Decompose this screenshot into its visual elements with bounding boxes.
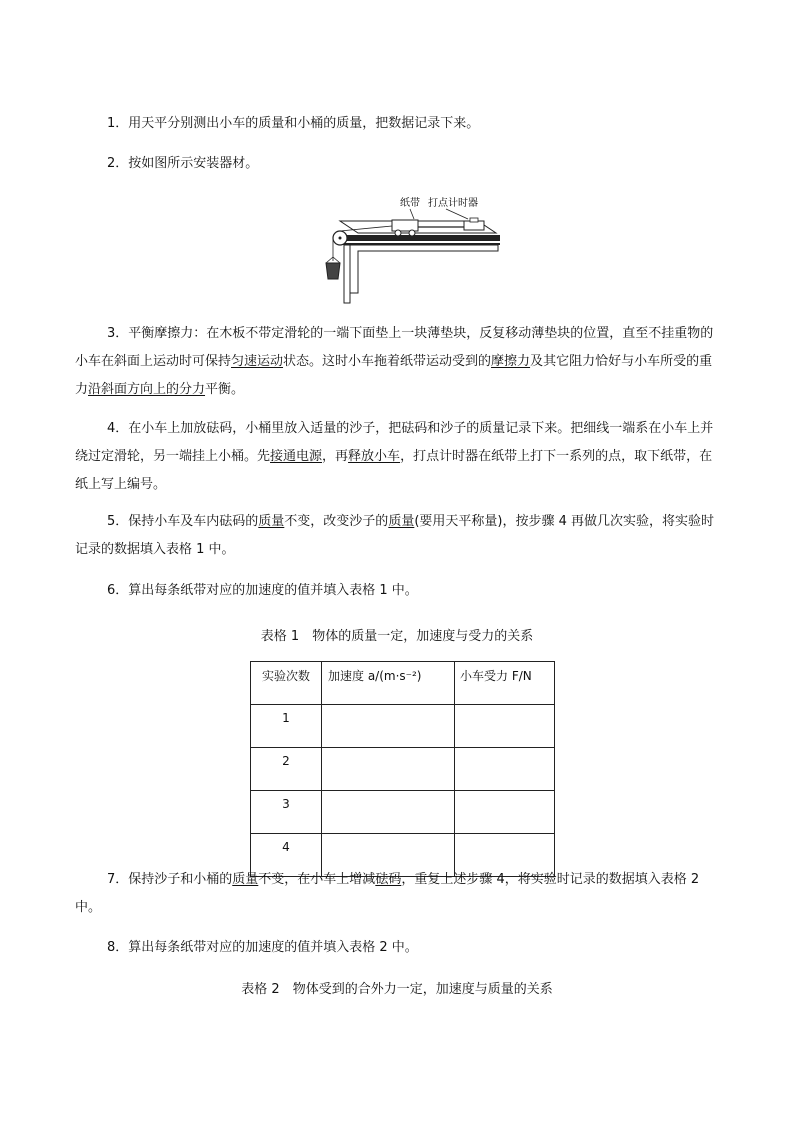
table-1-trial-4: 4: [251, 834, 322, 877]
step-3-answer-1: 匀速运动: [231, 354, 284, 369]
step-6-text: 6．算出每条纸带对应的加速度的值并填入表格 1 中。: [107, 583, 418, 598]
table-1-header-row: [251, 662, 555, 705]
step-3-text-a: 3．平衡摩擦力：在木板不带定滑轮的一端下面垫上一块薄垫块，反复移动薄垫块的位置，直至不挂重物的小车在斜面上运动时可保持: [75, 326, 714, 369]
table-row: [251, 791, 555, 834]
label-pointer-timer: [446, 209, 468, 219]
table-1-header-acceleration: 加速度 a/(m·s⁻²): [322, 662, 455, 705]
step-3-answer-2: 摩擦力: [491, 354, 531, 369]
timer-knob: [470, 218, 478, 222]
table-1-cell-a3[interactable]: [322, 791, 455, 834]
step-3-text-b: 状态。这时小车拖着纸带运动受到的: [283, 354, 492, 369]
table-1-trial-3: 3: [251, 791, 322, 834]
bucket: [326, 263, 340, 279]
table-row: [251, 705, 555, 748]
step-7-text-c: ，重复上述步骤 4，将实验时记录的数据填入表格 2 中。: [75, 872, 700, 915]
table-1-header-force: 小车受力 F/N: [455, 662, 555, 705]
table-1-trial-1: 1: [251, 705, 322, 748]
step-4-answer-2: 释放小车: [348, 449, 401, 464]
step-5-text-b: 不变，改变沙子的: [284, 514, 389, 529]
pulley-axle: [339, 237, 342, 240]
step-4-text-c: ，打点计时器在纸带上打下一系列的点，取下纸带，在纸上写上编号。: [75, 449, 713, 492]
cart-wheel-left: [395, 230, 401, 236]
step-5-text-a: 5．保持小车及车内砝码的: [107, 514, 259, 529]
table-1-header-trial: 实验次数: [251, 662, 322, 705]
board-front: [340, 235, 500, 241]
table-1-trial-2: 2: [251, 748, 322, 791]
table-1-cell-f1[interactable]: [455, 705, 555, 748]
cart: [392, 220, 418, 231]
step-8: [75, 934, 725, 962]
apparatus-figure: [318, 193, 504, 305]
step-4-answer-1: 接通电源: [270, 449, 323, 464]
step-7-text-b: 不变，在小车上增减: [258, 872, 376, 887]
step-1-text: 1．用天平分别测出小车的质量和小桶的质量，把数据记录下来。: [107, 116, 480, 131]
label-timer: 打点计时器: [428, 198, 478, 209]
label-pointer-tape: [410, 209, 414, 219]
step-2-text: 2．按如图所示安装器材。: [107, 156, 259, 171]
step-5-answer-1: 质量: [258, 514, 285, 529]
step-7-answer-2: 砝码: [375, 872, 402, 887]
table-1-cell-f2[interactable]: [455, 748, 555, 791]
step-3: [75, 320, 725, 404]
table-1: [250, 661, 555, 877]
step-4-text-a: 4．在小车上加放砝码，小桶里放入适量的沙子，把砝码和沙子的质量记录下来。把细线一端系在小车上并绕过定滑轮，另一端挂上小桶。先: [75, 421, 714, 464]
step-4: [75, 415, 725, 499]
table-1-cell-a1[interactable]: [322, 705, 455, 748]
step-3-text-c: 及其它阻力恰好与小车所受的重力: [75, 354, 713, 397]
table-row: [251, 748, 555, 791]
step-3-text-d: 平衡。: [205, 382, 245, 397]
cart-wheel-right: [409, 230, 415, 236]
step-7-answer-1: 质量: [232, 872, 259, 887]
step-8-text: 8．算出每条纸带对应的加速度的值并填入表格 2 中。: [107, 940, 418, 955]
bucket-handle-2: [333, 257, 340, 263]
step-7-text-a: 7．保持沙子和小桶的: [107, 872, 233, 887]
step-5-answer-2: 质量: [388, 514, 415, 529]
step-1: [75, 110, 725, 138]
table-2-caption: 表格 2 物体受到的合外力一定，加速度与质量的关系: [241, 982, 553, 997]
step-5-text-c: (要用天平称量)，按步骤 4 再做几次实验，将实验时记录的数据填入表格 1 中。: [75, 514, 715, 557]
bucket-handle: [326, 257, 333, 263]
table-1-cell-a2[interactable]: [322, 748, 455, 791]
step-3-answer-3: 沿斜面方向上的分力: [88, 382, 206, 397]
table-leg-left: [344, 245, 350, 303]
table-1-caption: 表格 1 物体的质量一定，加速度与受力的关系: [260, 629, 534, 644]
table-1-cell-f3[interactable]: [455, 791, 555, 834]
label-paper-tape: 纸带: [400, 198, 420, 209]
step-2: [75, 150, 725, 178]
step-5: [75, 508, 725, 564]
table-edge: [350, 245, 498, 293]
step-7: [75, 866, 725, 922]
step-4-text-b: ，再: [322, 449, 349, 464]
step-6: [75, 577, 725, 605]
